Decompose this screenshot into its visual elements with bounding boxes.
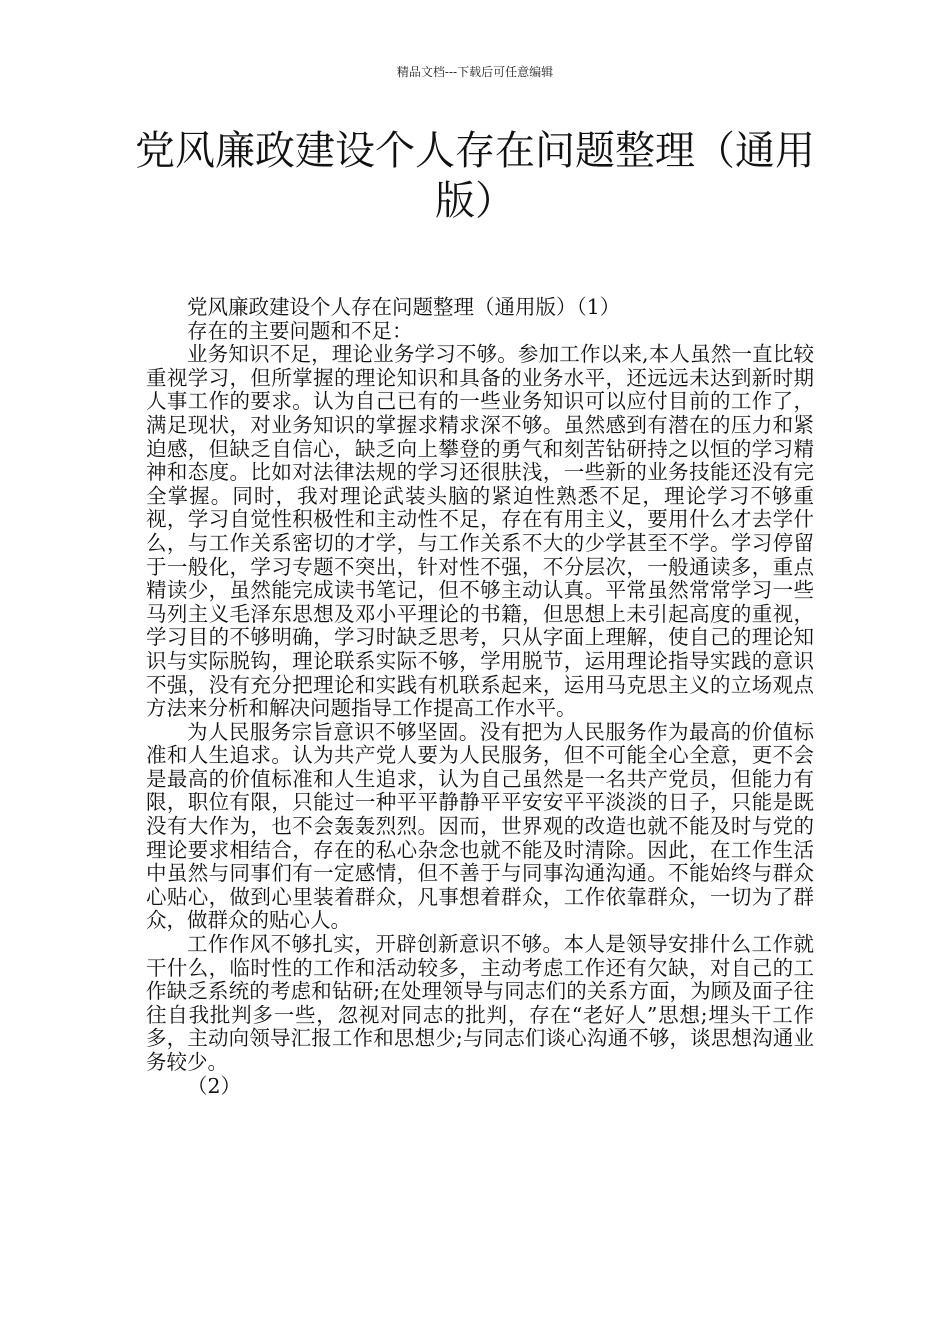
subheading: 存在的主要问题和不足： <box>187 318 413 343</box>
paragraph: 工作作风不够扎实，开辟创新意识不够。本人是领导安排什么工作就干什么，临时性的工作和活动较多，主动考虑工作还有欠缺，对自己的工作缺乏系统的考虑和钻研;在处理领导与同志们的关系方面，为顾及面子往往自我批判多一些，忽视对同志的批判，存在“老好人”思想;埋头干工作多，主动向领导汇报工作和思想少;与同志们谈心沟通不够，谈思想沟通业务较少。 <box>146 932 814 1074</box>
header-note: 精品文档---下载后可任意编辑 <box>396 65 554 79</box>
section-number: （2） <box>187 1073 242 1098</box>
document-title: 党风廉政建设个人存在问题整理（通用版） <box>135 128 815 224</box>
document-body <box>146 296 814 1098</box>
paragraph: 为人民服务宗旨意识不够坚固。没有把为人民服务作为最高的价值标准和人生追求。认为共产党人要为人民服务，但不可能全心全意，更不会是最高的价值标准和人生追求，认为自己虽然是一名共产党员，但能力有限，职位有限，只能过一种平平静静平平安安平平淡淡的日子，只能是既没有大作为，也不会轰轰烈烈。因而，世界观的改造也就不能及时与党的理论要求相结合，存在的私心杂念也就不能及时清除。因此，在工作生活中虽然与同事们有一定感情，但不善于与同事沟通沟通。不能始终与群众心贴心，做到心里装着群众，凡事想着群众，工作依靠群众，一切为了群众，做群众的贴心人。 <box>146 719 814 933</box>
paragraph: 业务知识不足，理论业务学习不够。参加工作以来,本人虽然一直比较重视学习，但所掌握的理论知识和具备的业务水平，还远远未达到新时期人事工作的要求。认为自己已有的一些业务知识可以应付目前的工作了，满足现状，对业务知识的掌握求精求深不够。虽然感到有潜在的压力和紧迫感，但缺乏自信心，缺乏向上攀登的勇气和刻苦钻研持之以恒的学习精神和态度。比如对法律法规的学习还很肤浅，一些新的业务技能还没有完全掌握。同时，我对理论武装头脑的紧迫性熟悉不足，理论学习不够重视，学习自觉性积极性和主动性不足，存在有用主义，要用什么才去学什么，与工作关系密切的才学，与工作关系不大的少学甚至不学。学习停留于一般化，学习专题不突出，针对性不强，不分层次，一般通读多，重点精读少，虽然能完成读书笔记，但不够主动认真。平常虽然常常学习一些马列主义毛泽东思想及邓小平理论的书籍，但思想上未引起高度的重视，学习目的不够明确，学习时缺乏思考，只从字面上理解，使自己的理论知识与实际脱钩，理论联系实际不够，学用脱节，运用理论指导实践的意识不强，没有充分把理论和实践有机联系起来，运用马克思主义的立场观点方法来分析和解决问题指导工作提高工作水平。 <box>146 342 814 721</box>
section-heading: 党风廉政建设个人存在问题整理（通用版）（1） <box>187 295 621 319</box>
